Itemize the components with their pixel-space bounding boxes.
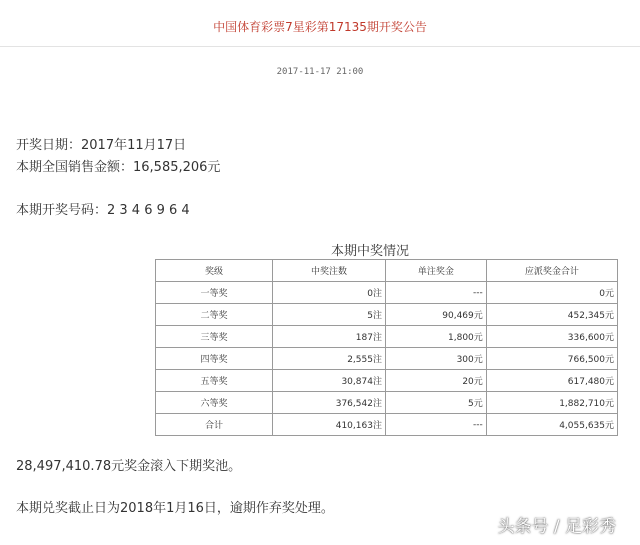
table-row	[156, 370, 618, 392]
row-level: 五等奖	[156, 370, 273, 392]
row-total: 336,600元	[486, 326, 617, 348]
row-count: 5注	[273, 304, 386, 326]
row-count: 30,874注	[273, 370, 386, 392]
row-count: 2,555注	[273, 348, 386, 370]
row-count: 410,163注	[273, 414, 386, 436]
row-level: 六等奖	[156, 392, 273, 414]
row-count: 0注	[273, 282, 386, 304]
table-row-total	[156, 414, 618, 436]
row-count: 187注	[273, 326, 386, 348]
header-count: 中奖注数	[273, 260, 386, 282]
claim-deadline: 本期兑奖截止日为2018年1月16日，逾期作弃奖处理。	[16, 501, 334, 516]
row-prize: 5元	[385, 392, 486, 414]
row-total: 617,480元	[486, 370, 617, 392]
announcement-title: 中国体育彩票7星彩第17135期开奖公告	[213, 20, 427, 34]
winning-numbers: 本期开奖号码：2 3 4 6 9 6 4	[16, 203, 190, 218]
draw-date: 开奖日期：2017年11月17日	[16, 138, 187, 153]
header-level: 奖级	[156, 260, 273, 282]
row-prize: 20元	[385, 370, 486, 392]
row-total: 4,055,635元	[486, 414, 617, 436]
row-total: 452,345元	[486, 304, 617, 326]
table-row	[156, 326, 618, 348]
row-prize: 300元	[385, 348, 486, 370]
table-row	[156, 392, 618, 414]
table-header-row	[156, 260, 618, 282]
prize-table-caption: 本期中奖情况	[330, 244, 409, 259]
sales-amount: 本期全国销售金额：16,585,206元	[16, 160, 221, 175]
row-level: 一等奖	[156, 282, 273, 304]
row-level: 合计	[156, 414, 273, 436]
row-total: 1,882,710元	[486, 392, 617, 414]
row-prize: 1,800元	[385, 326, 486, 348]
header-prize: 单注奖金	[385, 260, 486, 282]
row-level: 四等奖	[156, 348, 273, 370]
header-total: 应派奖金合计	[486, 260, 617, 282]
publish-time: 2017-11-17 21:00	[276, 67, 364, 77]
table-row	[156, 348, 618, 370]
prize-table	[155, 259, 618, 436]
row-level: 二等奖	[156, 304, 273, 326]
row-prize: ---	[385, 282, 486, 304]
row-total: 0元	[486, 282, 617, 304]
table-row	[156, 304, 618, 326]
row-prize: 90,469元	[385, 304, 486, 326]
table-row	[156, 282, 618, 304]
row-total: 766,500元	[486, 348, 617, 370]
jackpot-rollover: 28,497,410.78元奖金滚入下期奖池。	[16, 459, 242, 474]
row-count: 376,542注	[273, 392, 386, 414]
row-prize: ---	[385, 414, 486, 436]
title-divider	[0, 46, 640, 47]
row-level: 三等奖	[156, 326, 273, 348]
watermark: 头条号 / 足彩秀	[497, 517, 616, 537]
